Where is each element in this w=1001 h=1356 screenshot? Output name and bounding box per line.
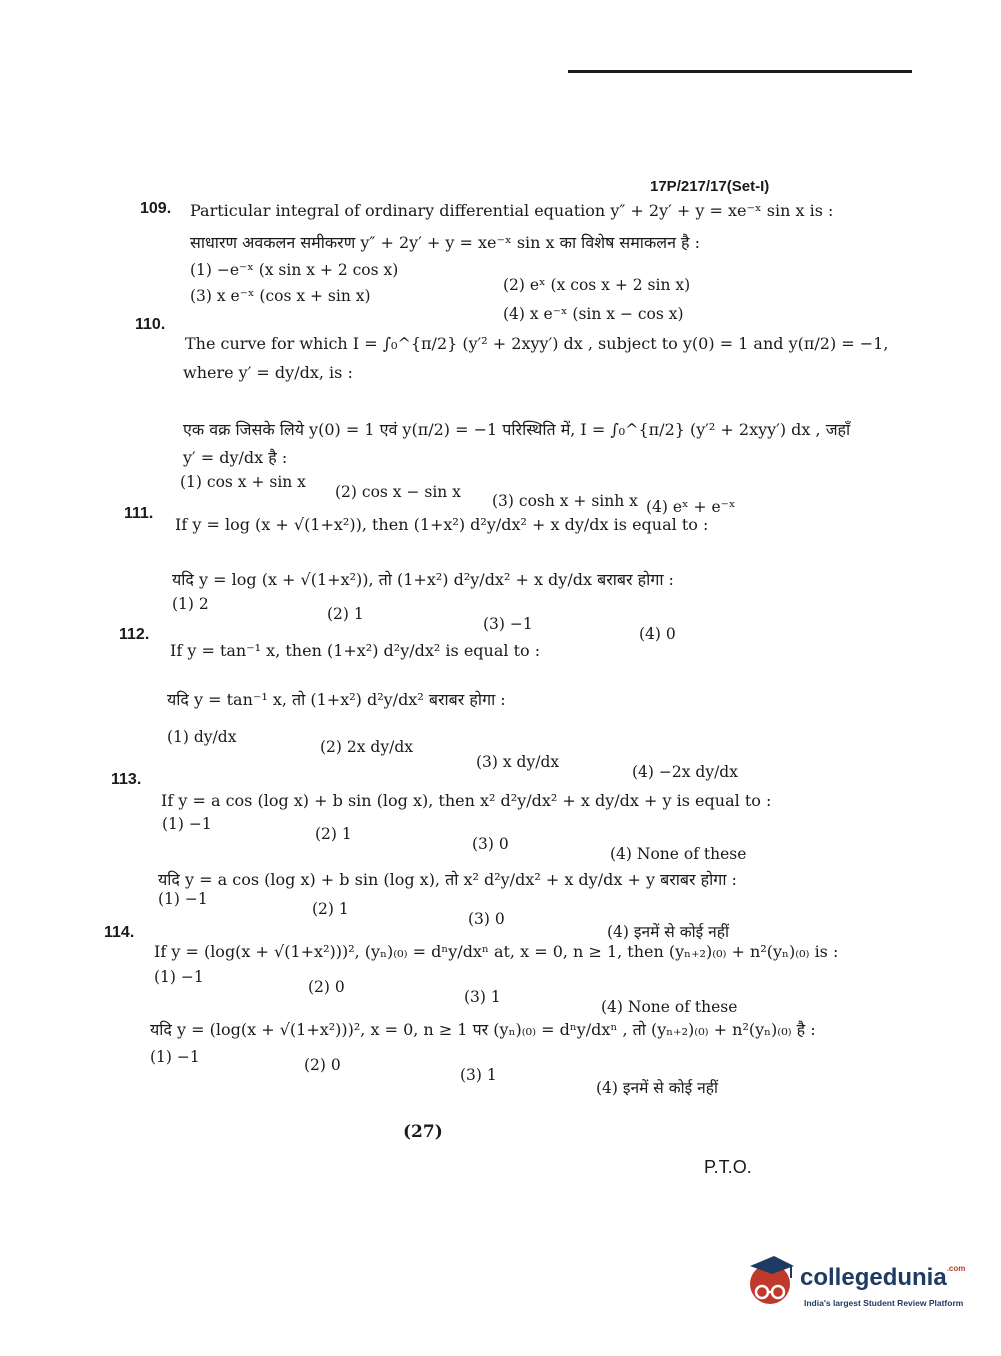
question-number: 109. — [140, 200, 172, 217]
question-text-hi: y′ = dy/dx है : — [183, 448, 288, 467]
option: (1) dy/dx — [167, 728, 237, 746]
option: (1) −1 — [162, 815, 212, 833]
option: (4) −2x dy/dx — [632, 763, 738, 781]
option: (3) 0 — [472, 835, 509, 853]
option: (3) x dy/dx — [476, 753, 560, 771]
question-text-en: If y = a cos (log x) + b sin (log x), then x² d²y/dx² + x dy/dx + y is equal to : — [161, 791, 772, 810]
question-text-hi: यदि y = (log(x + √(1+x²)))², x = 0, n ≥ 1 पर (yₙ)₍₀₎ = dⁿy/dxⁿ , तो (yₙ₊₂)₍₀₎ + n²(yₙ)₍₀₎ है : — [150, 1020, 816, 1039]
option: (1) −e⁻ˣ (x sin x + 2 cos x) — [190, 261, 399, 279]
question-text-en: Particular integral of ordinary differential equation y″ + 2y′ + y = xe⁻ˣ sin x is : — [190, 201, 834, 220]
top-rule — [568, 70, 912, 73]
pto-label: P.T.O. — [704, 1157, 752, 1177]
question-number: 112. — [119, 626, 150, 643]
question-text-hi: साधारण अवकलन समीकरण y″ + 2y′ + y = xe⁻ˣ sin x का विशेष समाकलन है : — [190, 233, 701, 252]
watermark-brand-name: collegedunia — [800, 1264, 947, 1291]
question-text-en: where y′ = dy/dx, is : — [183, 363, 353, 382]
option: (3) cosh x + sinh x — [492, 492, 638, 510]
option: (2) 1 — [312, 900, 349, 918]
option: (1) 2 — [172, 595, 209, 613]
option: (3) x e⁻ˣ (cos x + sin x) — [190, 287, 371, 305]
option: (4) None of these — [610, 845, 747, 863]
question-text-en: If y = (log(x + √(1+x²)))², (yₙ)₍₀₎ = dⁿy/dxⁿ at, x = 0, n ≥ 1, then (yₙ₊₂)₍₀₎ + n²(yₙ)₍₀₎ is : — [154, 942, 839, 961]
option: (4) इनमें से कोई नहीं — [596, 1079, 719, 1097]
option: (3) 0 — [468, 910, 505, 928]
option: (1) cos x + sin x — [180, 473, 306, 491]
watermark-domain: .com — [946, 1264, 966, 1273]
question-number: 111. — [124, 505, 154, 522]
question-text-hi: यदि y = a cos (log x) + b sin (log x), तो x² d²y/dx² + x dy/dx + y बराबर होगा : — [158, 870, 737, 889]
option: (3) −1 — [483, 615, 533, 633]
page-number: (27) — [403, 1122, 443, 1142]
option: (4) x e⁻ˣ (sin x − cos x) — [503, 305, 684, 323]
question-number: 110. — [135, 316, 166, 333]
option: (2) cos x − sin x — [335, 483, 461, 501]
option: (4) eˣ + e⁻ˣ — [646, 498, 736, 516]
option: (2) 1 — [327, 605, 364, 623]
paper-code: 17P/217/17(Set-I) — [650, 178, 770, 195]
watermark-tagline: India's largest Student Review Platform — [804, 1298, 964, 1308]
watermark-brand — [800, 1264, 965, 1292]
question-number: 113. — [111, 771, 142, 788]
question-number: 114. — [104, 924, 135, 941]
question-text-hi: यदि y = tan⁻¹ x, तो (1+x²) d²y/dx² बराबर होगा : — [167, 690, 506, 709]
option: (2) 0 — [308, 978, 345, 996]
question-text-en: If y = tan⁻¹ x, then (1+x²) d²y/dx² is equal to : — [170, 641, 541, 660]
option: (1) −1 — [154, 968, 204, 986]
question-text-en: The curve for which I = ∫₀^{π/2} (y′² + 2xyy′) dx , subject to y(0) = 1 and y(π/2) = −1, — [185, 334, 889, 353]
question-text-hi: यदि y = log (x + √(1+x²)), तो (1+x²) d²y/dx² + x dy/dx बराबर होगा : — [172, 570, 674, 589]
option: (4) 0 — [639, 625, 676, 643]
option: (3) 1 — [464, 988, 501, 1006]
option: (2) 2x dy/dx — [320, 738, 413, 756]
question-text-hi: एक वक्र जिसके लिये y(0) = 1 एवं y(π/2) = −1 परिस्थिति में, I = ∫₀^{π/2} (y′² + 2xyy′) dx , जहाँ — [183, 420, 851, 439]
question-text-en: If y = log (x + √(1+x²)), then (1+x²) d²y/dx² + x dy/dx is equal to : — [175, 515, 709, 534]
option: (2) 1 — [315, 825, 352, 843]
option: (4) None of these — [601, 998, 738, 1016]
option: (3) 1 — [460, 1066, 497, 1084]
option: (1) −1 — [158, 890, 208, 908]
option: (2) 0 — [304, 1056, 341, 1074]
collegedunia-logo-icon — [744, 1252, 796, 1308]
option: (2) eˣ (x cos x + 2 sin x) — [503, 276, 691, 294]
option: (1) −1 — [150, 1048, 200, 1066]
option: (4) इनमें से कोई नहीं — [607, 923, 730, 941]
